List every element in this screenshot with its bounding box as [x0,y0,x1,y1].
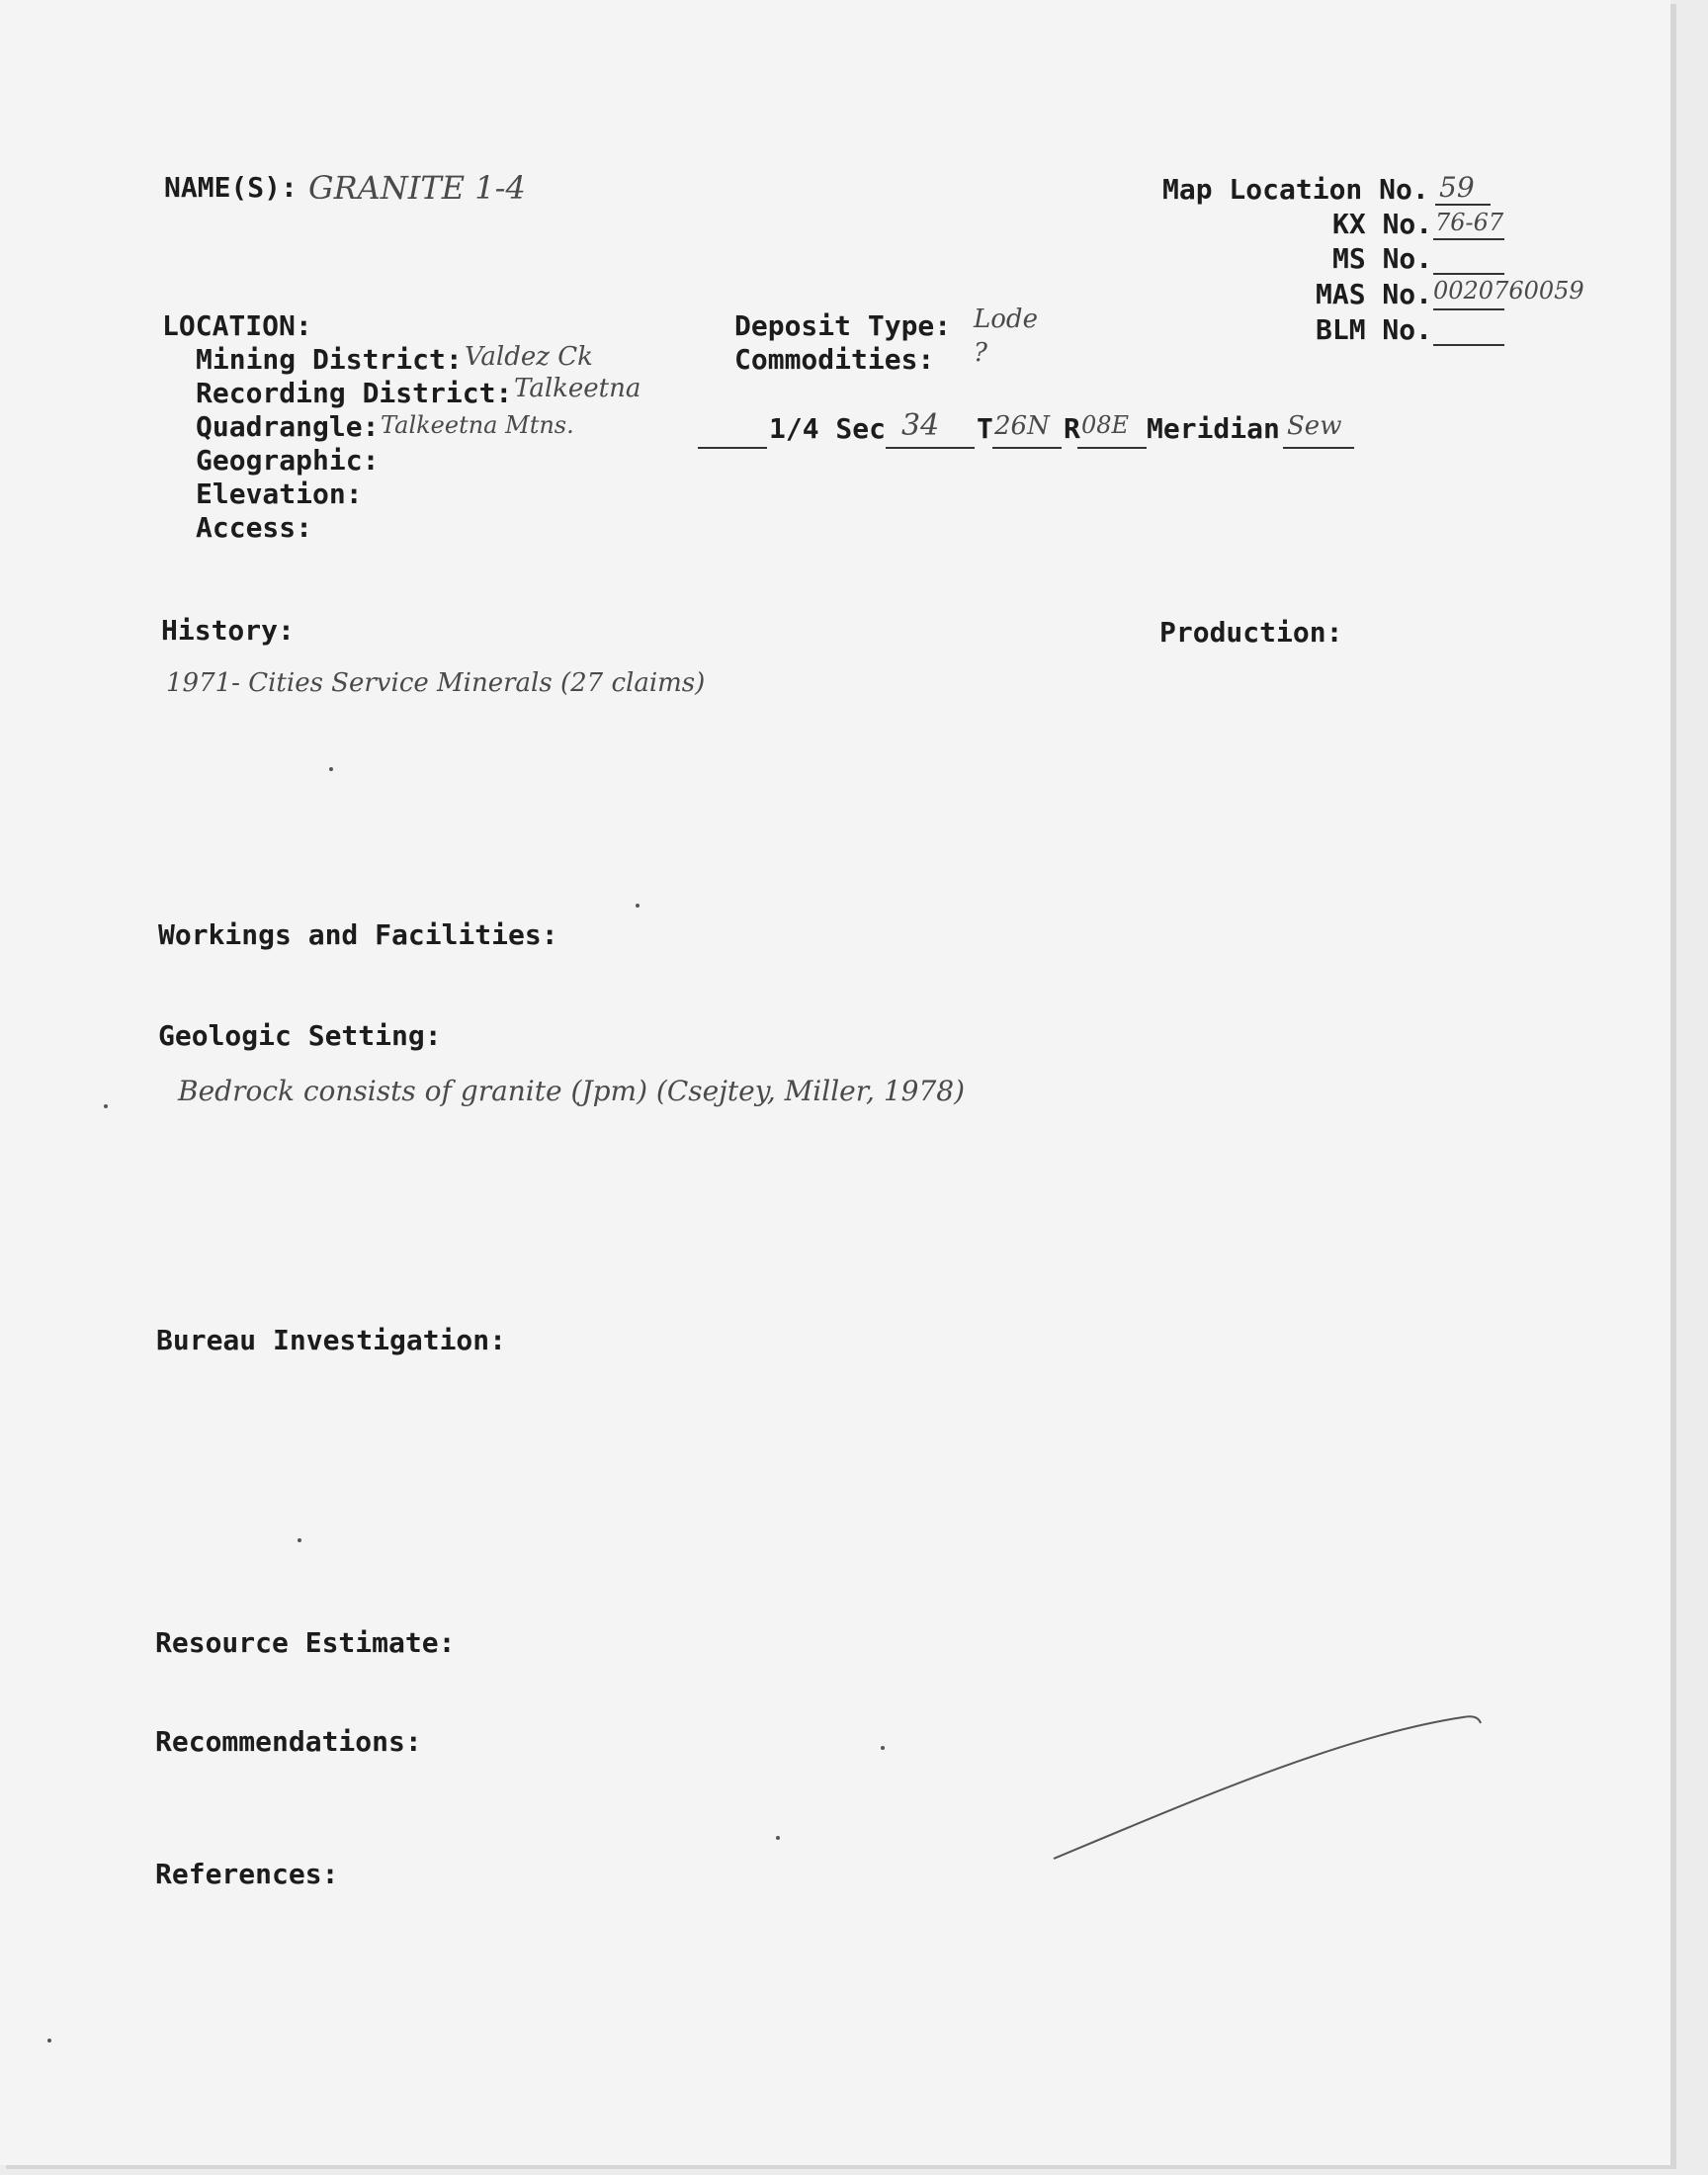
meridian-label: Meridian [1147,412,1280,445]
kx-label: KX No. [1332,208,1433,240]
location-heading: LOCATION: [162,309,312,342]
range-label: R [1064,412,1080,445]
mining-district-label: Mining District: [196,343,463,376]
production-label: Production: [1159,616,1343,649]
deposit-type-value: Lode [974,304,1038,334]
access-label: Access: [196,511,313,544]
names-label: NAME(S): [164,171,298,204]
names-value: GRANITE 1-4 [308,169,526,207]
history-value: 1971- Cities Service Minerals (27 claims) [166,668,706,698]
elevation-label: Elevation: [196,478,363,510]
geologic-setting-label: Geologic Setting: [158,1019,442,1052]
quadrangle-value: Talkeetna Mtns. [381,411,574,439]
mas-underline [1433,308,1504,310]
section-underline [886,447,975,449]
scan-speck [881,1746,885,1750]
blm-underline [1433,344,1504,346]
mas-value: 0020760059 [1433,277,1584,304]
range-underline [1077,447,1147,449]
geographic-label: Geographic: [196,444,380,477]
commodities-value: ? [974,338,987,368]
scan-speck [776,1836,780,1840]
quarter-underline [698,447,767,449]
kx-underline [1433,238,1504,240]
ms-label: MS No. [1332,242,1433,275]
township-label: T [977,412,993,445]
map-location-value: 59 [1439,171,1475,204]
resource-estimate-label: Resource Estimate: [155,1626,456,1659]
pen-stroke-mark [1048,1705,1483,1864]
kx-value: 76-67 [1435,209,1504,236]
deposit-type-label: Deposit Type: [734,309,952,342]
bureau-investigation-label: Bureau Investigation: [156,1324,507,1356]
recording-district-value: Talkeetna [514,374,641,403]
map-location-label: Map Location No. [1162,173,1429,206]
geologic-setting-value: Bedrock consists of granite (Jpm) (Csejtey, Miller, 1978) [178,1075,966,1107]
commodities-label: Commodities: [734,343,935,376]
meridian-value: Sew [1287,411,1342,441]
scan-speck [47,2039,51,2043]
blm-label: BLM No. [1316,313,1433,346]
recommendations-label: Recommendations: [155,1725,422,1758]
range-value: 08E [1081,411,1130,439]
township-value: 26N [994,411,1050,441]
scan-speck [329,767,333,771]
history-label: History: [161,614,295,647]
references-label: References: [155,1858,339,1890]
scan-speck [298,1538,301,1542]
mas-label: MAS No. [1316,278,1433,310]
map-location-underline [1435,204,1491,206]
mining-district-value: Valdez Ck [465,342,593,372]
quadrangle-label: Quadrangle: [196,410,380,443]
workings-label: Workings and Facilities: [158,918,558,951]
recording-district-label: Recording District: [196,377,513,409]
scan-speck [104,1104,108,1108]
township-underline [992,447,1062,449]
section-value: 34 [901,408,940,443]
ms-underline [1433,273,1504,275]
meridian-underline [1283,447,1354,449]
scan-speck [636,904,640,908]
quarter-section-label: 1/4 Sec [769,412,887,445]
